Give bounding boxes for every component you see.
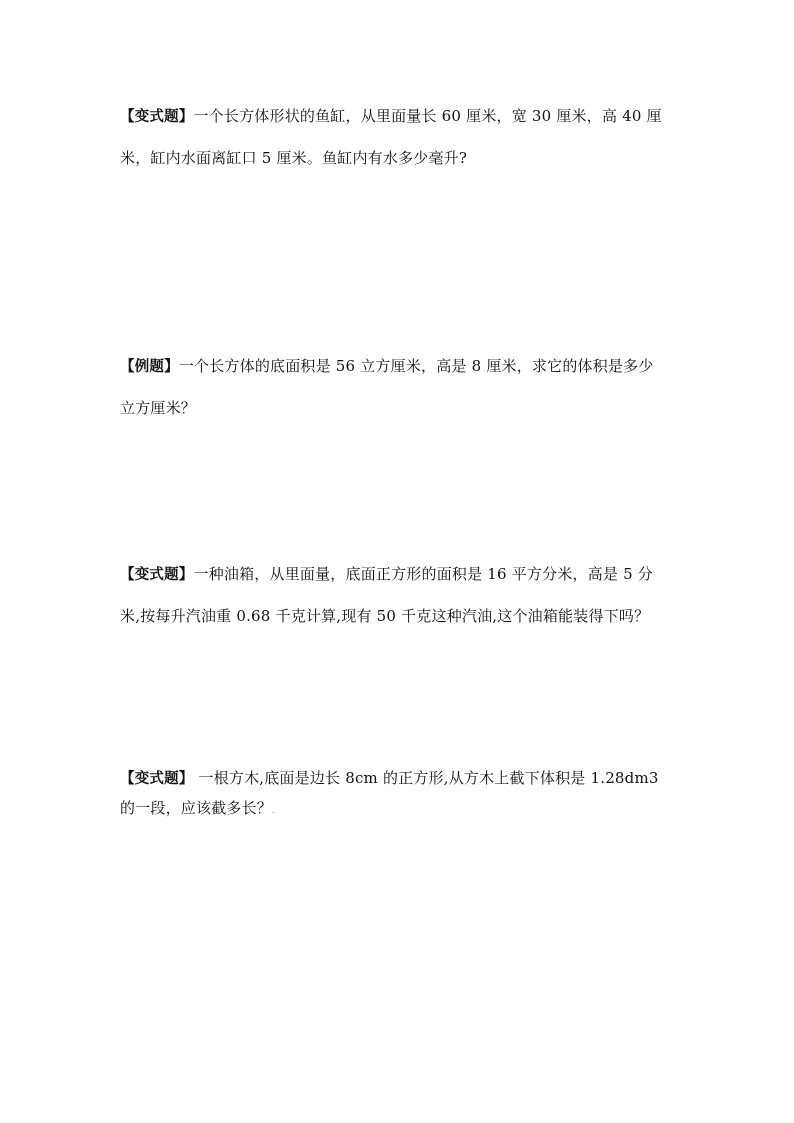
problem-2-line-2: [120, 398, 196, 418]
problem-3-line-2: [120, 606, 649, 626]
problem-2-text-2: 立方厘米？: [120, 399, 197, 417]
problem-2-line-1: [120, 356, 654, 377]
problem-3-text-2: 米,按每升汽油重 0.68 千克计算,现有 50 千克这种汽油,这个油箱能装得下吗？: [120, 607, 650, 625]
problem-1-tag: 【变式题】: [120, 109, 194, 125]
problem-1-text-2: 米，缸内水面离缸口 5 厘米。鱼缸内有水多少毫升?: [120, 149, 468, 167]
problem-4-line-1: [120, 768, 659, 789]
problem-4-tag: 【变式题】: [120, 771, 194, 787]
problem-3-tag: 【变式题】: [120, 567, 194, 583]
problem-3-line-1: [120, 564, 653, 585]
trailing-mark: .: [272, 806, 275, 815]
problem-2-text-1: 一个长方体的底面积是 56 立方厘米，高是 8 厘米，求它的体积是多少: [178, 357, 654, 375]
problem-3-text-1: 一种油箱，从里面量，底面正方形的面积是 16 平方分米，高是 5 分: [193, 565, 654, 583]
problem-1-text-1: 一个长方体形状的鱼缸，从里面量长 60 厘米，宽 30 厘米，高 40 厘: [193, 107, 662, 125]
problem-2-tag: 【例题】: [120, 359, 179, 375]
problem-4-text-2: 的一段，应该截多长？: [120, 799, 273, 817]
problem-4-text-1: 一根方木,底面是边长 8cm 的正方形,从方木上截下体积是 1.28dm3: [193, 769, 659, 787]
problem-1-line-2: [120, 148, 467, 168]
problem-4-line-2: [120, 798, 275, 821]
problem-1-line-1: [120, 106, 662, 127]
